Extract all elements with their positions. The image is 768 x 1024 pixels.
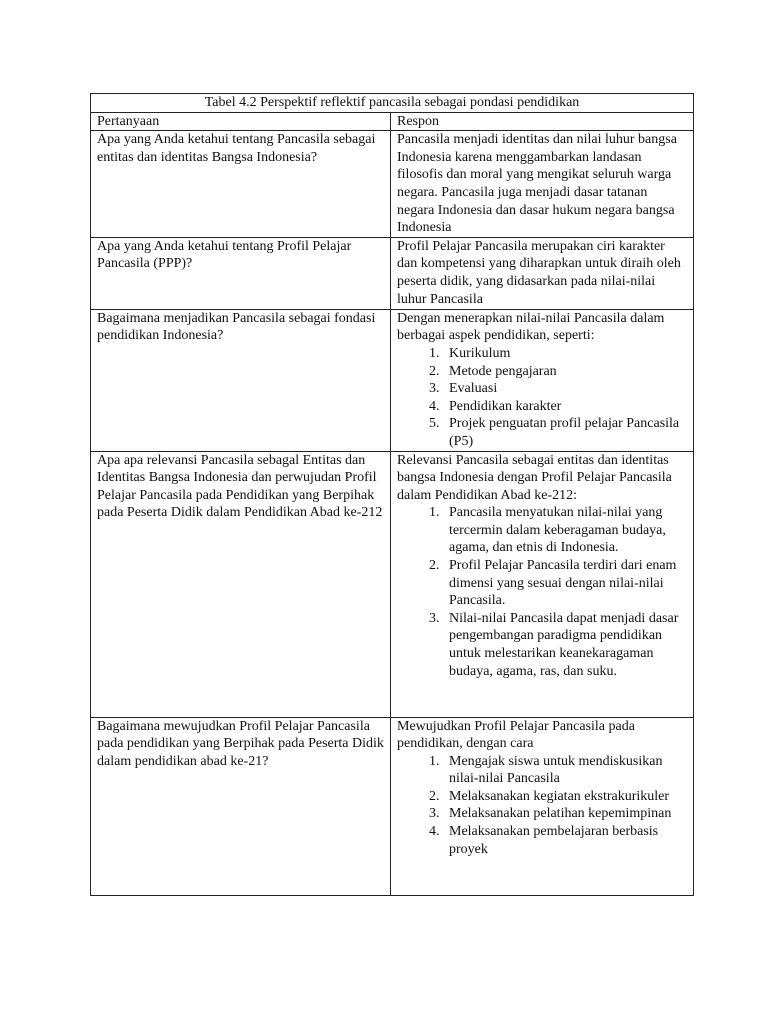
list-item: 3. Evaluasi bbox=[443, 380, 687, 398]
question-cell: Bagaimana menjadikan Pancasila sebagai fondasi pendidikan Indonesia? bbox=[91, 309, 391, 451]
list-item: 1. Mengajak siswa untuk mendiskusikan nilai-nilai Pancasila bbox=[443, 753, 687, 788]
response-text: Pancasila menjadi identitas dan nilai luhur bangsa Indonesia karena menggambarkan landasan filosofis dan moral yang mengikat seluruh warga negara. Pancasila juga menjadi dasar tatanan negara Indonesia dan dasar hukum negara bangsa Indonesia bbox=[397, 132, 677, 236]
question-cell: Apa yang Anda ketahui tentang Profil Pelajar Pancasila (PPP)? bbox=[91, 237, 391, 309]
table-row bbox=[91, 237, 694, 309]
response-cell bbox=[391, 309, 694, 451]
table-header-row bbox=[91, 112, 694, 131]
list-item: 5. Projek penguatan profil pelajar Pancasila (P5) bbox=[443, 415, 687, 450]
response-text: Profil Pelajar Pancasila merupakan ciri karakter dan kompetensi yang diharapkan untuk diraih oleh peserta didik, yang didasarkan pada nilai-nilai luhur Pancasila bbox=[397, 238, 681, 307]
list-item: 4. Pendidikan karakter bbox=[443, 398, 687, 416]
table-row bbox=[91, 309, 694, 451]
response-list bbox=[397, 345, 687, 451]
response-text: Relevansi Pancasila sebagai entitas dan identitas bangsa Indonesia dengan Profil Pelajar Pancasila dalam Pendidikan Abad ke-212: bbox=[397, 452, 672, 503]
list-item: 1. Kurikulum bbox=[443, 345, 687, 363]
list-item: 3. Nilai-nilai Pancasila dapat menjadi dasar pengembangan paradigma pendidikan untuk melestarikan keanekaragaman budaya, agama, ras, dan suku. bbox=[443, 610, 687, 680]
response-cell bbox=[391, 237, 694, 309]
response-text: Mewujudkan Profil Pelajar Pancasila pada pendidikan, dengan cara bbox=[397, 718, 635, 752]
list-item: 2. Metode pengajaran bbox=[443, 363, 687, 381]
list-item: 1. Pancasila menyatukan nilai-nilai yang tercermin dalam keberagaman budaya, agama, dan etnis di Indonesia. bbox=[443, 504, 687, 557]
table-row bbox=[91, 131, 694, 238]
response-cell bbox=[391, 717, 694, 895]
question-cell: Apa apa relevansi Pancasila sebagal Entitas dan Identitas Bangsa Indonesia dan perwujudan Profil Pelajar Pancasila pada Pendidikan yang Berpihak pada Peserta Didik dalam Pendidikan Abad ke-212 bbox=[91, 451, 391, 717]
table-row bbox=[91, 451, 694, 717]
question-cell: Bagaimana mewujudkan Profil Pelajar Pancasila pada pendidikan yang Berpihak pada Peserta Didik dalam pendidikan abad ke-21? bbox=[91, 717, 391, 895]
response-list bbox=[397, 753, 687, 859]
list-item: 4. Melaksanakan pembelajaran berbasis proyek bbox=[443, 823, 687, 858]
response-text: Dengan menerapkan nilai-nilai Pancasila dalam berbagai aspek pendidikan, seperti: bbox=[397, 310, 665, 344]
column-header-question: Pertanyaan bbox=[91, 112, 391, 131]
list-item: 2. Melaksanakan kegiatan ekstrakurikuler bbox=[443, 788, 687, 806]
list-item: 2. Profil Pelajar Pancasila terdiri dari enam dimensi yang sesuai dengan nilai-nilai Pancasila. bbox=[443, 557, 687, 610]
response-cell bbox=[391, 131, 694, 238]
reflection-table bbox=[90, 93, 694, 896]
table-caption-row bbox=[91, 94, 694, 113]
list-item: 3. Melaksanakan pelatihan kepemimpinan bbox=[443, 805, 687, 823]
column-header-response: Respon bbox=[391, 112, 694, 131]
response-list bbox=[397, 504, 687, 680]
table-caption: Tabel 4.2 Perspektif reflektif pancasila sebagai pondasi pendidikan bbox=[91, 94, 694, 113]
question-cell: Apa yang Anda ketahui tentang Pancasila sebagai entitas dan identitas Bangsa Indonesia? bbox=[91, 131, 391, 238]
table-row bbox=[91, 717, 694, 895]
response-cell bbox=[391, 451, 694, 717]
